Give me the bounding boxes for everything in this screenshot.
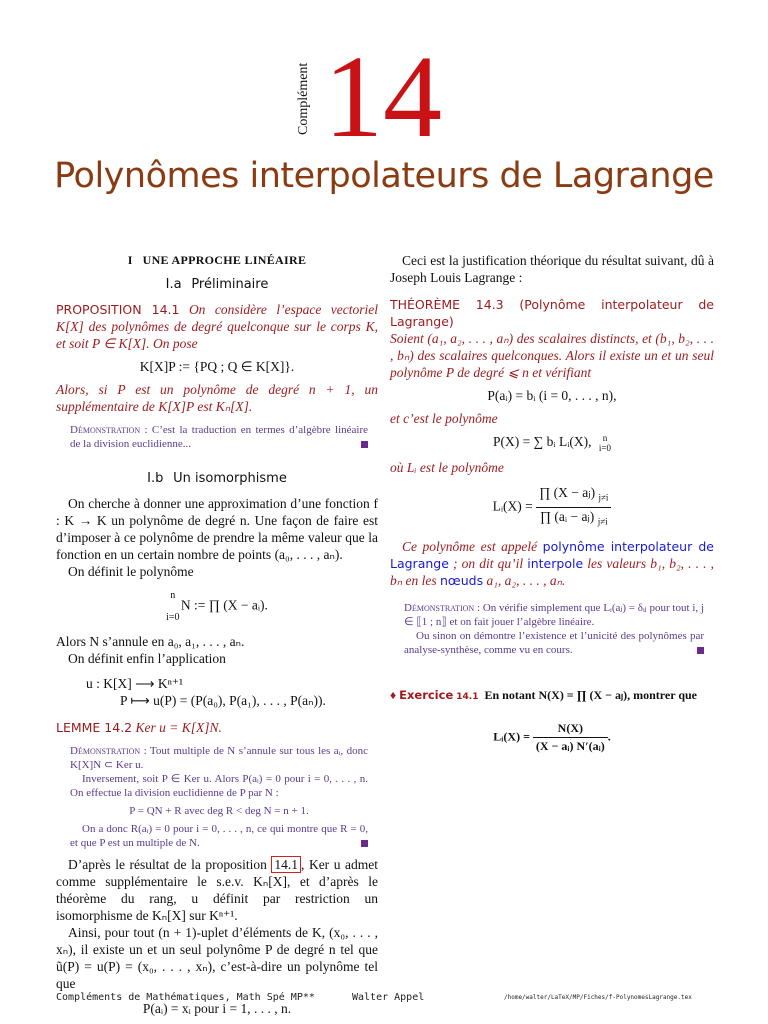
- theorem-text-polynomial: et c’est le polynôme: [390, 411, 498, 426]
- paragraph-intro: Ceci est la justification théorique du résultat suivant, dû à Joseph Louis Lagrange :: [390, 253, 714, 285]
- map-definition: u : K[X] ⟶ Kⁿ⁺¹ P ⟼ u(P) = (P(a₀), P(a₁), . . . , P(aₙ)).: [86, 676, 326, 708]
- paragraph-approximation: On cherche à donner une approximation d’une fonction f : K → K un polynôme de degré n. Une façon de faire est d’imposer à ce polynôme de prendre la même valeur que la fonction en un certain nombre de points (a₀, . . . , aₙ).: [56, 496, 378, 562]
- formula-interpolation-condition: P(aᵢ) = xᵢ pour i = 1, . . . , n.: [142, 1001, 292, 1016]
- paragraph-unique-polynomial: Ainsi, pour tout (n + 1)-uplet d’éléments de K, (x₀, . . . , xₙ), il existe un et un seul polynôme P de degré n tel que ũ(P) = u(P) = (x₀, . . . , xₙ), c’est-à-dire un polynôme tel que: [56, 925, 378, 991]
- qed-square-icon: [361, 441, 368, 448]
- demonstration-1: Démonstration : C’est la traduction en termes d’algèbre linéaire de la division euclidienne...: [70, 424, 368, 450]
- proposition-conclusion: Alors, si P est un polynôme de degré n + 1, un supplémentaire de K[X]P est Kₙ[X].: [56, 382, 378, 414]
- demonstration-3: Démonstration : On vérifie simplement que Lᵢ(aⱼ) = δᵢⱼ pour tout i, j ∈ ⟦1 ; n⟧ et on fait jouer l’algèbre linéaire. Ou sinon on démontre l’existence et l’unicité des polynômes par analyse-synthèse, comme vu en cours.: [404, 602, 704, 657]
- subsection-heading-b: I.b Un isomorphisme: [147, 471, 287, 486]
- theorem-formula-condition: P(aᵢ) = bᵢ (i = 0, . . . , n),: [487, 388, 617, 403]
- exercise-number: 14.1: [456, 692, 479, 703]
- paragraph-N-vanishes: Alors N s’annule en a₀, a₁, . . . , aₙ.: [56, 634, 245, 649]
- theorem-14-3: [390, 296, 714, 381]
- theorem-formula-Li: Lᵢ(X) = $\frac{\prod (X - aⱼ) _{j\ne i}}{\prod (aᵢ - aⱼ) _{j\ne i}}$: [390, 484, 714, 530]
- proposition-text: On considère l’espace vectoriel K[X] des polynômes de degré quelconque sur le corps K, et soit P ∈ K[X]. On pose: [56, 302, 378, 351]
- proposition-reference-link[interactable]: 14.1: [271, 856, 301, 873]
- term-polynome-interpolateur: polynôme interpolateur de Lagrange: [390, 539, 714, 572]
- lemma-text: Ker u = K[X]N.: [135, 720, 222, 735]
- lemma-14-2: [56, 719, 378, 736]
- page-footer: [56, 992, 716, 1008]
- exercise-formula: Lᵢ(X) = $\frac{N(X)}{\text{(X − aᵢ) N′(aᵢ)}}$ .: [493, 721, 611, 754]
- term-noeuds: nœuds: [440, 573, 484, 589]
- chapter-number: 14: [324, 31, 442, 162]
- chapter-title: Polynômes interpolateurs de Lagrange: [54, 156, 714, 196]
- demonstration-2: Démonstration : Tout multiple de N s’annule sur tous les aᵢ, donc K[X]N ⊂ Ker u. Inversement, soit P ∈ Ker u. Alors P(aᵢ) = 0 pour i = 0, . . . , n. On effectue la division euclidienne de P par N : P = QN + R avec deg R < deg N = n + 1. On a donc R(aᵢ) = 0 pour i = 0, . . . , n, ce qui montre que R = 0, et que P est un multiple de N.: [70, 745, 368, 849]
- theorem-text-Li: où Lᵢ est le polynôme: [390, 460, 504, 475]
- theorem-definition-text: Ce polynôme est appelé polynôme interpolateur de Lagrange ; on dit qu’il interpole les valeurs b₁, b₂, . . . , bₙ en les nœuds a₁, a₂, . . . , aₙ.: [390, 539, 714, 589]
- footer-author: Walter Appel: [352, 992, 425, 1003]
- theorem-label: THÉORÈME 14.3 (Polynôme interpolateur de Lagrange): [390, 297, 714, 329]
- proposition-label: PROPOSITION 14.1: [56, 302, 180, 317]
- exercise-text: En notant N(X) = ∏ (X − aⱼ), montrer que: [484, 688, 698, 703]
- footer-book-title: Compléments de Mathématiques, Math Spé MP**: [56, 992, 315, 1003]
- chapter-header: [0, 0, 768, 215]
- footer-file-path: /home/walter/LaTeX/MP/Fiches/f-PolynomesLagrange.tex: [504, 994, 692, 1001]
- qed-square-icon: [361, 840, 368, 847]
- subsection-heading-a: I.a Préliminaire: [165, 277, 269, 292]
- exercise-14-1: [390, 687, 714, 755]
- formula-N: n i=0 N := ∏ (X − aᵢ).: [166, 590, 268, 623]
- left-column: [56, 252, 378, 1023]
- section-heading: I UNE APPROCHE LINÉAIRE: [127, 253, 307, 267]
- right-column: [390, 252, 714, 761]
- exercise-label: Exercice: [399, 688, 454, 703]
- paragraph-define-map: On définit enfin l’application: [68, 651, 226, 666]
- qed-square-icon: [697, 647, 704, 654]
- paragraph-supplementary: D’après le résultat de la proposition 14.1 , Ker u admet comme supplémentaire le s.e.v. Kₙ[X], et d’après le théorème du rang, u définit par restriction un isomorphisme de Kₙ[X] sur Kⁿ⁺¹.: [56, 857, 378, 923]
- exercise-diamond-icon: ♦: [390, 688, 397, 703]
- term-interpole: interpole: [527, 556, 584, 572]
- theorem-formula-P: P(X) = ∑ bᵢ Lᵢ(X), n i=0: [493, 433, 611, 453]
- complement-label: Complément: [296, 62, 311, 136]
- proposition-14-1: [56, 301, 378, 352]
- lemma-label: LEMME 14.2: [56, 720, 133, 735]
- theorem-text: Soient (a₁, a₂, . . . , aₙ) des scalaires distincts, et (b₁, b₂, . . . , bₙ) des scalaires quelconques. Alors il existe un et un seul polynôme P de degré ⩽ n et vérifiant: [390, 331, 714, 380]
- paragraph-define-polynomial: On définit le polynôme: [68, 564, 194, 579]
- proposition-formula: K[X]P := {PQ ; Q ∈ K[X]}.: [139, 359, 295, 374]
